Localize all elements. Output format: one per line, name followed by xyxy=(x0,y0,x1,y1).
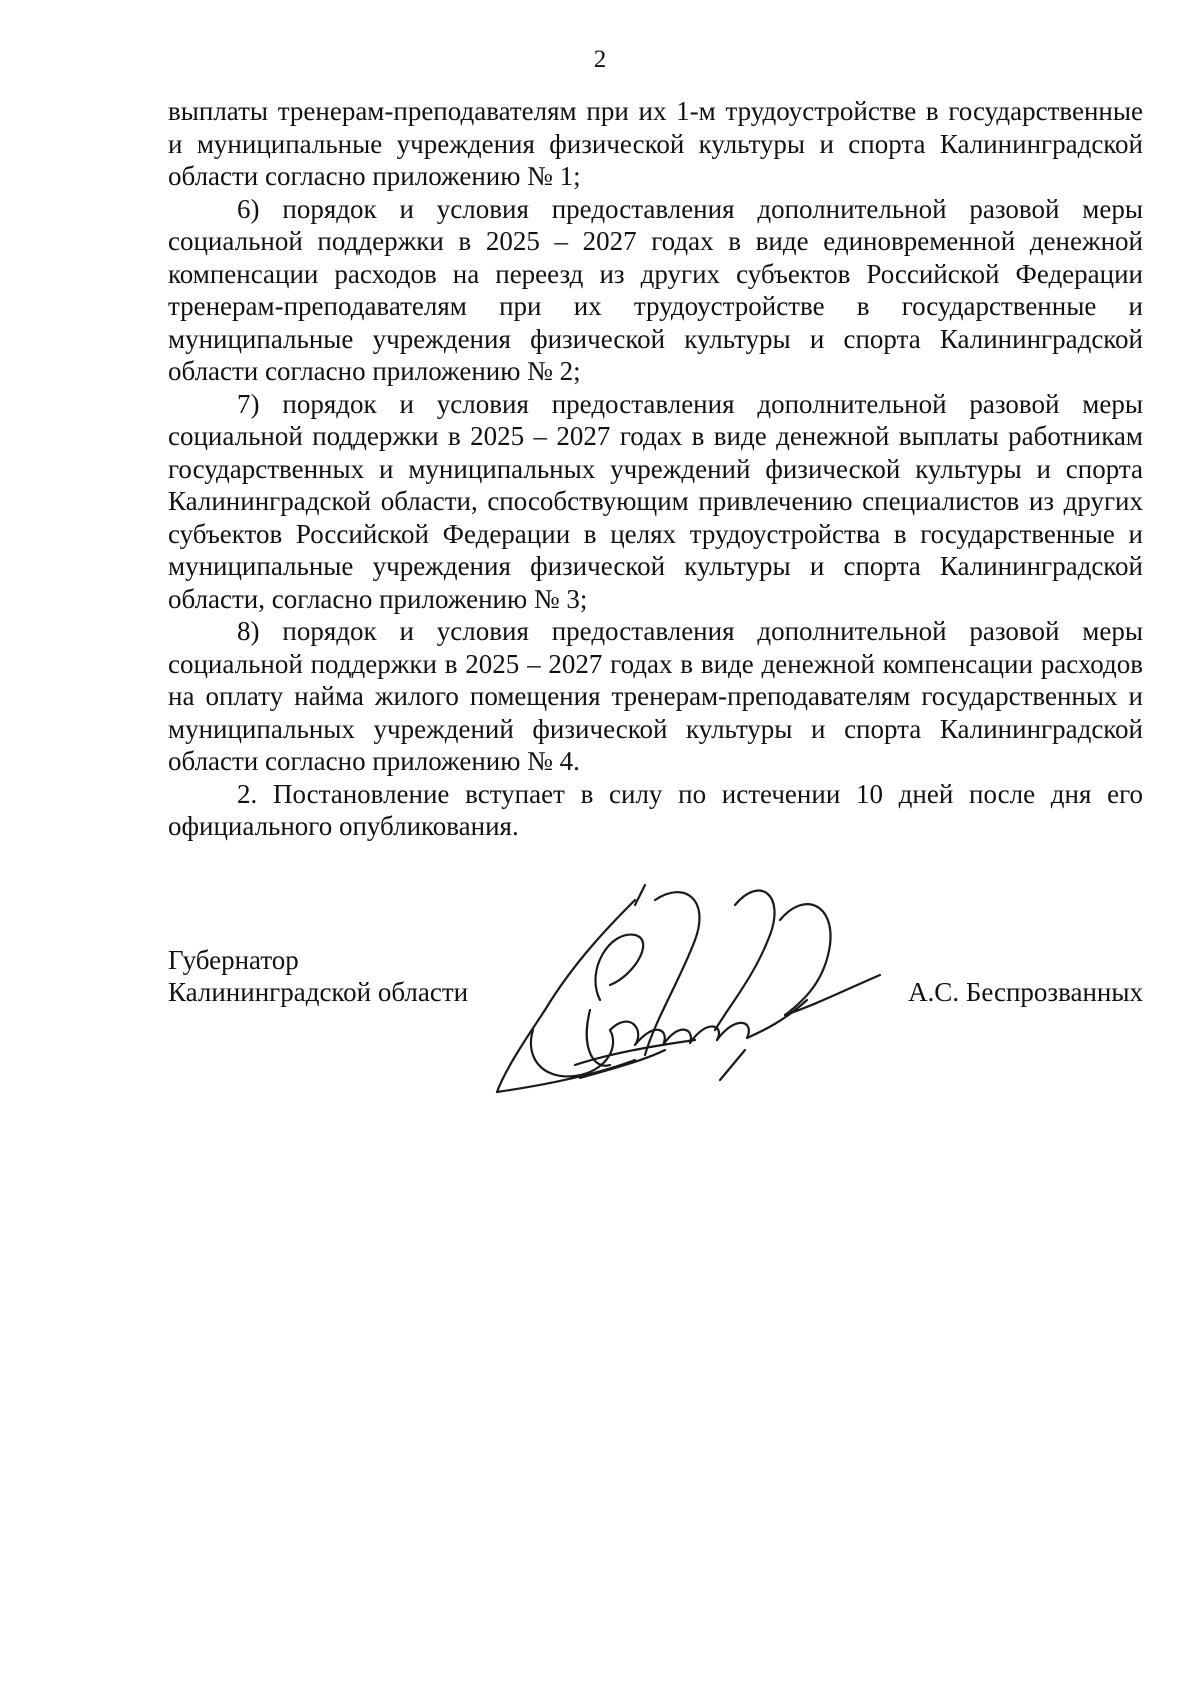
paragraph-clause-2: 2. Постановление вступает в силу по истечении 10 дней после дня его официального опубликования. xyxy=(168,778,1143,841)
paragraph-item-6: 6) порядок и условия предоставления дополнительной разовой меры социальной поддержки в 2025 – 2027 годах в виде единовременной денежной компенсации расходов на переезд из других субъектов Российской Федерации тренерам-преподавателям при их трудоустройстве в государственные и муниципальные учреждения физической культуры и спорта Калининградской области согласно приложению № 2; xyxy=(168,193,1143,386)
paragraph-item-7: 7) порядок и условия предоставления дополнительной разовой меры социальной поддержки в 2025 – 2027 годах в виде денежной выплаты работникам государственных и муниципальных учреждений физической культуры и спорта Калининградской области, способствующим привлечению специалистов из других субъектов Российской Федерации в целях трудоустройства в государственные и муниципальные учреждения физической культуры и спорта Калининградской области, согласно приложению № 3; xyxy=(168,388,1143,614)
signer-position-region: Калининградской области xyxy=(168,977,469,1007)
paragraph-continuation: выплаты тренерам-преподавателям при их 1-м трудоустройстве в государственные и муниципальные учреждения физической культуры и спорта Калининградской области согласно приложению № 1; xyxy=(168,96,1143,191)
signer-name: А.С. Беспрозванных xyxy=(908,977,1143,1007)
paragraph-item-8: 8) порядок и условия предоставления дополнительной разовой меры социальной поддержки в 2025 – 2027 годах в виде денежной компенсации расходов на оплату найма жилого помещения тренерам-преподавателям государственных и муниципальных учреждений физической культуры и спорта Калининградской области согласно приложению № 4. xyxy=(168,616,1143,776)
handwritten-signature-icon xyxy=(485,880,905,1110)
page-number: 2 xyxy=(593,46,607,73)
signer-position-title: Губернатор xyxy=(168,945,299,975)
document-body xyxy=(168,95,1143,843)
